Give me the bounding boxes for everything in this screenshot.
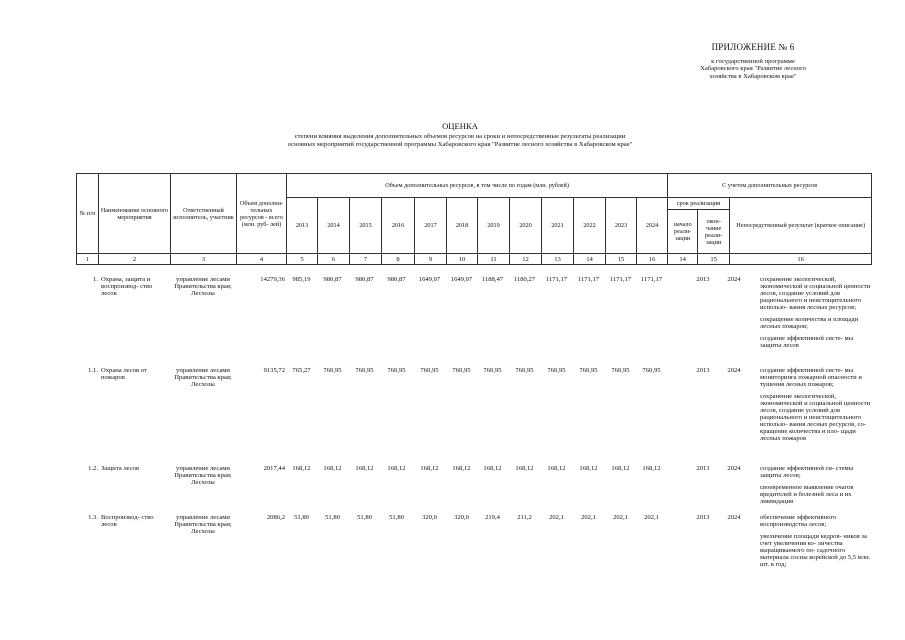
year-value: 1171,17 [640,276,663,283]
measure-name: Охрана, защита и воспроизвод- ство лесов [101,276,153,297]
end-year: 2024 [727,514,741,521]
column-number: 9 [415,254,447,265]
header-end: окон- чание реали- зации [698,210,730,254]
year-value: 1171,17 [545,276,568,283]
header-year: 2019 [478,198,510,254]
start-year: 2013 [696,514,710,521]
appendix-text [653,58,853,80]
header-year: 2020 [510,198,542,254]
subtitle-line: основных мероприятий государственной программы Хабаровского края "Развитие лесного хозяйства в Хабаровском крае" [287,141,633,148]
end-year: 2024 [727,276,741,283]
header-year: 2022 [574,198,606,254]
year-value: 168,12 [420,465,439,472]
header-with-extra: С учетом дополнительных ресурсов [668,174,872,198]
header-executor: Ответственный исполнитель, участник [171,174,237,254]
end-year: 2024 [727,367,741,374]
column-number: 5 [287,254,318,265]
result-item: создание эффективной систе- мы мониторинга пожарной опасности и тушения лесных пожаров; [760,367,862,388]
executor: управление лесами Правительства края; Лесхозы [174,367,232,388]
year-value: 51,80 [357,514,372,521]
year-value: 168,12 [642,465,661,472]
header-term: срок реализации [668,198,730,210]
column-number: 1 [77,254,99,265]
header-year: 2024 [637,198,668,254]
appendix-line: к государственной программе [711,58,795,65]
year-value: 320,0 [422,514,437,521]
year-value: 760,95 [420,367,439,374]
year-value: 168,12 [579,465,598,472]
year-value: 1171,17 [609,276,632,283]
result-description [760,514,875,573]
year-value: 202,1 [644,514,659,521]
header-num: № п/п [77,174,99,254]
year-value: 219,4 [485,514,500,521]
measure-name: Воспроизвод- ство лесов [101,514,154,528]
year-value: 1649,07 [418,276,441,283]
column-number: 8 [382,254,415,265]
assessment-table [76,173,872,265]
year-value: 980,87 [387,276,406,283]
document-title: ОЦЕНКА [442,121,478,131]
year-value: 202,1 [549,514,564,521]
year-value: 51,80 [389,514,404,521]
header-result: Непосредственный результат (краткое описание) [730,198,872,254]
total-volume: 9135,72 [263,367,285,374]
start-year: 2013 [696,367,710,374]
total-volume: 14279,36 [260,276,285,283]
column-number-row [77,254,872,265]
year-value: 1649,07 [450,276,473,283]
year-value: 760,95 [355,367,374,374]
column-number: 7 [350,254,382,265]
year-value: 980,87 [323,276,342,283]
column-number: 4 [237,254,287,265]
year-value: 168,12 [452,465,471,472]
column-number: 15 [606,254,637,265]
year-value: 320,0 [454,514,469,521]
header-by-year: Объем дополнительных ресурсов, в том числе по годам (млн. рублей) [287,174,668,198]
year-value: 980,87 [355,276,374,283]
header-volume: Объем дополни- тельных ресурсов - всего (млн. руб- лей) [237,174,287,254]
row-number: 1. [93,276,98,283]
year-value: 168,12 [292,465,311,472]
row-number: 1.2. [88,465,98,472]
appendix-line: Хабаровского края "Развитие лесного [700,65,806,73]
result-item: создание эффективной систе- мы защиты лесов [760,335,854,349]
total-volume: 2086,2 [266,514,285,521]
result-description [760,367,875,447]
year-value: 51,80 [294,514,309,521]
end-year: 2024 [727,465,741,472]
column-number: 10 [447,254,478,265]
column-number: 14 [574,254,606,265]
year-value: 168,12 [387,465,406,472]
executor: управление лесами Правительства края; Лесхозы [174,514,232,535]
year-value: 760,95 [579,367,598,374]
column-number: 2 [99,254,171,265]
header-start: начало реали- зации [668,210,698,254]
year-value: 202,1 [581,514,596,521]
year-value: 760,95 [611,367,630,374]
appendix-line: хозяйства в Хабаровском крае" [709,72,797,80]
year-value: 760,95 [323,367,342,374]
header-year: 2016 [382,198,415,254]
start-year: 2013 [696,276,710,283]
year-value: 760,95 [547,367,566,374]
header-year: 2013 [287,198,318,254]
document-subtitle [100,133,820,149]
year-value: 202,1 [613,514,628,521]
result-item: сохранение экологической, экономической и социальной ценности лесов, создание условий для рационального и неистощительного использо- вания лесных ресурсов, со- кращение количества и пло- щади лесных пожаров [760,393,871,442]
appendix-block [653,42,853,80]
column-number: 16 [730,254,872,265]
column-number: 14 [668,254,698,265]
column-number: 15 [698,254,730,265]
result-item: обеспечение эффективного воспроизводства лесов; [760,514,837,528]
row-number: 1.3. [88,514,98,521]
subtitle-line: степени влияния выделения дополнительных объемов ресурсов на сроки и непосредственные результаты реализации [294,133,626,140]
measure-name: Охрана лесов от пожаров [101,367,147,381]
header-year: 2017 [415,198,447,254]
appendix-number: ПРИЛОЖЕНИЕ № 6 [711,42,795,52]
year-value: 765,27 [292,367,311,374]
result-item: создание эффективной си- стемы защиты лесов; [760,465,854,479]
header-year: 2014 [318,198,350,254]
year-value: 1171,17 [577,276,600,283]
year-value: 760,95 [387,367,406,374]
result-description [760,276,875,354]
result-item: сохранение экологической, экономической и социальной ценности лесов, создание условий для рационального и неистощительного использо- вания лесных ресурсов; [760,276,871,311]
column-number: 12 [510,254,542,265]
year-value: 51,80 [325,514,340,521]
year-value: 168,12 [355,465,374,472]
year-value: 760,95 [452,367,471,374]
year-value: 168,12 [611,465,630,472]
header-year: 2023 [606,198,637,254]
year-value: 168,12 [323,465,342,472]
executor: управление лесами Правительства края; Лесхозы [174,276,232,297]
year-value: 760,95 [642,367,661,374]
total-volume: 2017,44 [263,465,285,472]
column-number: 16 [637,254,668,265]
row-number: 1.1. [88,367,98,374]
header-year: 2018 [447,198,478,254]
result-item: сокращение количества и площади лесных пожаров; [760,316,859,330]
header-name: Наименование основного мероприятия [99,174,171,254]
header-year: 2015 [350,198,382,254]
year-value: 168,12 [483,465,502,472]
column-number: 11 [478,254,510,265]
year-value: 168,12 [547,465,566,472]
year-value: 760,95 [483,367,502,374]
year-value: 1180,27 [513,276,536,283]
result-item: увеличение площади кедров- ников за счет увеличения ко- личества выращиваемого по- садочного материала сосны корейской до 5,5 млн. шт. в год; [760,533,871,568]
year-value: 1188,47 [481,276,504,283]
column-number: 13 [542,254,574,265]
result-item: своевременное выявление очагов вредителей и болезней леса и их ликвидация [760,484,854,505]
measure-name: Защита лесов [101,465,140,472]
result-description [760,465,875,510]
start-year: 2013 [696,465,710,472]
year-value: 985,19 [292,276,311,283]
column-number: 6 [318,254,350,265]
year-value: 760,95 [515,367,534,374]
year-value: 168,12 [515,465,534,472]
year-value: 211,2 [517,514,532,521]
column-number: 3 [171,254,237,265]
executor: управление лесами Правительства края; Лесхозы [174,465,232,486]
header-year: 2021 [542,198,574,254]
